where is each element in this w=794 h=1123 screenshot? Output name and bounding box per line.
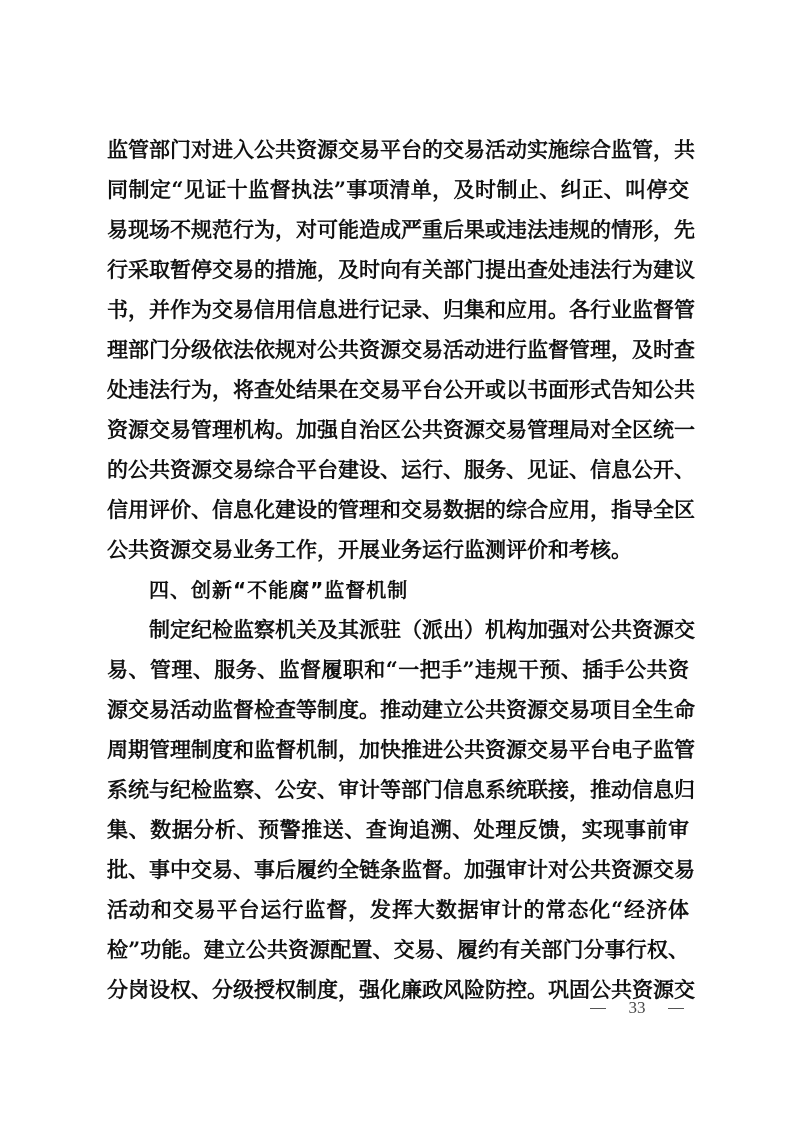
body-line: 理部门分级依法依规对公共资源交易活动进行监督管理，及时查 — [107, 337, 695, 362]
page-number-text: 33 — [628, 998, 646, 1017]
body-line: 书，并作为交易信用信息进行记录、归集和应用。各行业监督管 — [107, 297, 695, 322]
left-dash — [590, 1008, 606, 1009]
body-line: 信用评价、信息化建设的管理和交易数据的综合应用，指导全区 — [107, 497, 695, 522]
body-line: 易现场不规范行为，对可能造成严重后果或违法违规的情形，先 — [107, 217, 695, 242]
body-line: 制定纪检监察机关及其派驻（派出）机构加强对公共资源交 — [107, 617, 695, 642]
body-line: 集、数据分析、预警推送、查询追溯、处理反馈，实现事前审 — [107, 817, 689, 842]
body-line: 周期管理制度和监督机制，加快推进公共资源交易平台电子监管 — [107, 737, 695, 762]
body-line: 同制定“见证十监督执法”事项清单，及时制止、纠正、叫停交 — [107, 177, 689, 202]
body-line: 易、管理、服务、监督履职和“一把手”违规干预、插手公共资 — [107, 657, 689, 682]
body-line: 资源交易管理机构。加强自治区公共资源交易管理局对全区统一 — [107, 417, 695, 442]
body-line: 系统与纪检监察、公安、审计等部门信息系统联接，推动信息归 — [107, 777, 695, 802]
body-line: 批、事中交易、事后履约全链条监督。加强审计对公共资源交易 — [107, 857, 695, 882]
body-line: 源交易活动监督检查等制度。推动建立公共资源交易项目全生命 — [107, 697, 695, 722]
body-line: 处违法行为，将查处结果在交易平台公开或以书面形式告知公共 — [107, 377, 695, 402]
page-number — [590, 998, 684, 1018]
body-line: 监管部门对进入公共资源交易平台的交易活动实施综合监管，共 — [107, 137, 695, 162]
body-line: 公共资源交易业务工作，开展业务运行监测评价和考核。 — [107, 537, 632, 562]
section-heading: 四、创新“不能腐”监督机制 — [149, 578, 409, 602]
body-line: 的公共资源交易综合平台建设、运行、服务、见证、信息公开、 — [107, 457, 695, 482]
body-line: 活动和交易平台运行监督，发挥大数据审计的常态化“经济体 — [107, 897, 689, 922]
right-dash — [668, 1008, 684, 1009]
body-line: 检”功能。建立公共资源配置、交易、履约有关部门分事行权、 — [107, 937, 689, 962]
body-line: 行采取暂停交易的措施，及时向有关部门提出查处违法行为建议 — [107, 257, 695, 282]
body-line: 分岗设权、分级授权制度，强化廉政风险防控。巩固公共资源交 — [107, 977, 695, 1002]
